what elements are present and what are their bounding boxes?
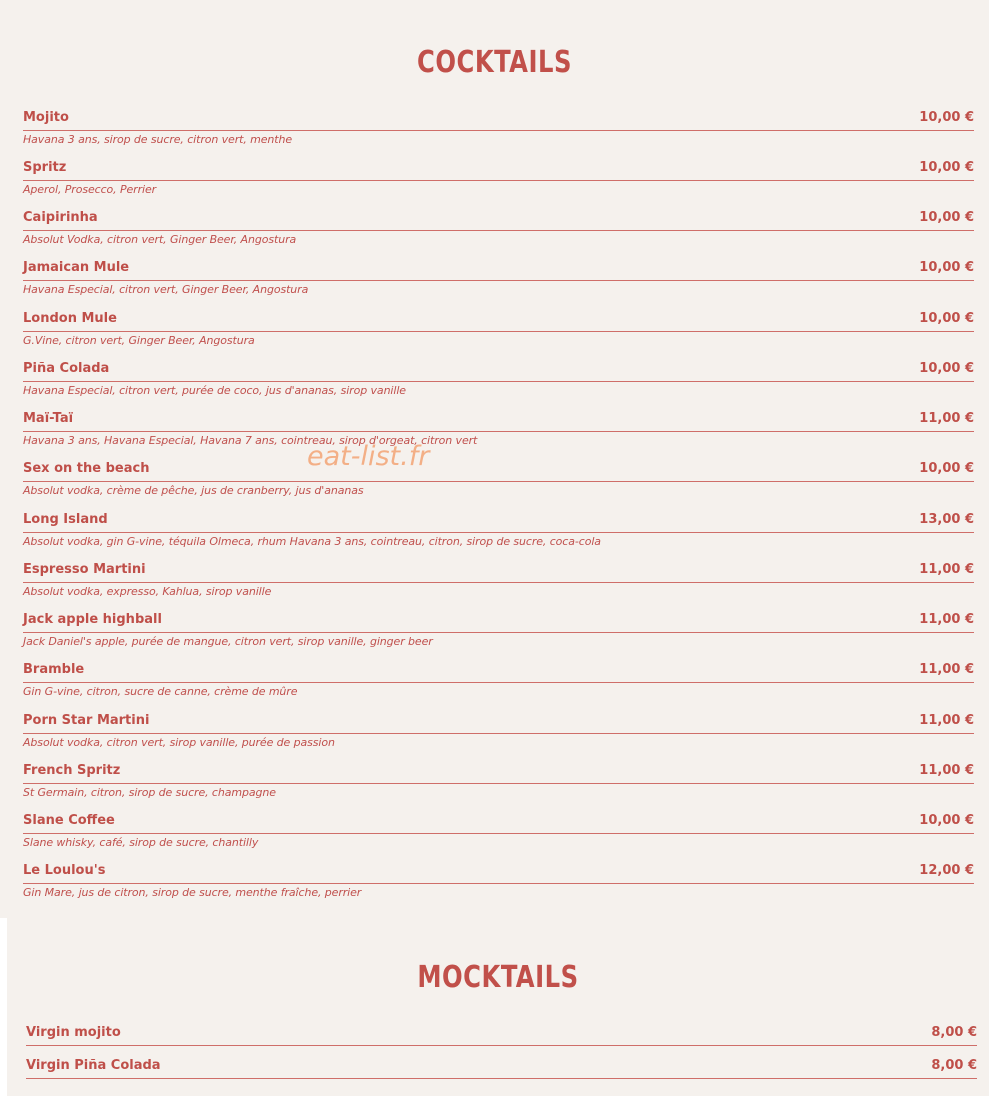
item-name: French Spritz	[23, 763, 121, 778]
item-price: 10,00 €	[919, 160, 974, 175]
item-price: 11,00 €	[919, 411, 974, 426]
item-name: Espresso Martini	[23, 562, 146, 577]
menu-item	[23, 360, 974, 406]
item-description: Slane whisky, café, sirop de sucre, chantilly	[23, 836, 259, 849]
item-name: Piña Colada	[23, 361, 110, 376]
item-price: 11,00 €	[919, 562, 974, 577]
item-description: Absolut Vodka, citron vert, Ginger Beer, Angostura	[23, 233, 297, 246]
item-name: Virgin Piña Colada	[26, 1058, 161, 1073]
item-price: 8,00 €	[931, 1058, 977, 1073]
item-name: Bramble	[23, 662, 85, 677]
item-description: Havana Especial, citron vert, purée de coco, jus d'ananas, sirop vanille	[23, 384, 406, 397]
item-name: Spritz	[23, 160, 67, 175]
item-price: 8,00 €	[931, 1025, 977, 1040]
item-name: Virgin mojito	[26, 1025, 121, 1040]
item-description: Aperol, Prosecco, Perrier	[23, 183, 157, 196]
menu-item	[23, 812, 974, 858]
menu-item	[23, 109, 974, 155]
section-title: COCKTAILS	[417, 45, 572, 80]
item-name: Sex on the beach	[23, 461, 150, 476]
item-description: Absolut vodka, crème de pêche, jus de cranberry, jus d'ananas	[23, 484, 364, 497]
item-price: 12,00 €	[919, 863, 974, 878]
item-description: Havana Especial, citron vert, Ginger Beer, Angostura	[23, 283, 309, 296]
menu-item	[26, 1024, 977, 1054]
menu-item	[23, 661, 974, 707]
menu-item	[23, 862, 974, 908]
item-description: St Germain, citron, sirop de sucre, champagne	[23, 786, 276, 799]
item-price: 10,00 €	[919, 311, 974, 326]
menu-item	[23, 159, 974, 205]
item-name: Caipirinha	[23, 210, 98, 225]
item-price: 10,00 €	[919, 361, 974, 376]
item-description: Havana 3 ans, sirop de sucre, citron vert, menthe	[23, 133, 293, 146]
item-name: Slane Coffee	[23, 813, 115, 828]
item-price: 11,00 €	[919, 763, 974, 778]
item-description: Havana 3 ans, Havana Especial, Havana 7 ans, cointreau, sirop d'orgeat, citron vert	[23, 434, 478, 447]
item-description: G.Vine, citron vert, Ginger Beer, Angostura	[23, 334, 255, 347]
item-description: Absolut vodka, citron vert, sirop vanille, purée de passion	[23, 736, 335, 749]
item-description: Gin G-vine, citron, sucre de canne, crème de mûre	[23, 685, 298, 698]
item-price: 10,00 €	[919, 110, 974, 125]
menu-item	[23, 511, 974, 557]
menu-item	[23, 410, 974, 456]
item-name: Mojito	[23, 110, 69, 125]
item-price: 13,00 €	[919, 512, 974, 527]
item-price: 10,00 €	[919, 210, 974, 225]
menu-item	[23, 460, 974, 506]
menu-item	[23, 209, 974, 255]
watermark: eat-list.fr	[307, 441, 430, 472]
item-name: Le Loulou's	[23, 863, 106, 878]
item-price: 10,00 €	[919, 260, 974, 275]
menu-item	[23, 259, 974, 305]
menu-item	[23, 611, 974, 657]
item-price: 11,00 €	[919, 612, 974, 627]
menu-item	[23, 561, 974, 607]
item-name: Maï-Taï	[23, 411, 74, 426]
item-price: 11,00 €	[919, 713, 974, 728]
mocktails-section	[7, 918, 989, 1096]
menu-item	[26, 1057, 977, 1087]
item-name: Long Island	[23, 512, 108, 527]
menu-item	[23, 310, 974, 356]
item-price: 10,00 €	[919, 461, 974, 476]
item-name: London Mule	[23, 311, 117, 326]
menu-item	[23, 712, 974, 758]
item-description: Gin Mare, jus de citron, sirop de sucre, menthe fraîche, perrier	[23, 886, 362, 899]
item-name: Jamaican Mule	[23, 260, 130, 275]
item-description: Jack Daniel's apple, purée de mangue, citron vert, sirop vanille, ginger beer	[23, 635, 433, 648]
item-price: 10,00 €	[919, 813, 974, 828]
item-description: Absolut vodka, expresso, Kahlua, sirop vanille	[23, 585, 272, 598]
item-name: Porn Star Martini	[23, 713, 150, 728]
item-description: Absolut vodka, gin G-vine, téquila Olmeca, rhum Havana 3 ans, cointreau, citron, sirop de sucre, coca-cola	[23, 535, 601, 548]
menu-item	[23, 762, 974, 808]
item-name: Jack apple highball	[23, 612, 162, 627]
item-price: 11,00 €	[919, 662, 974, 677]
section-title: MOCKTAILS	[417, 960, 579, 995]
